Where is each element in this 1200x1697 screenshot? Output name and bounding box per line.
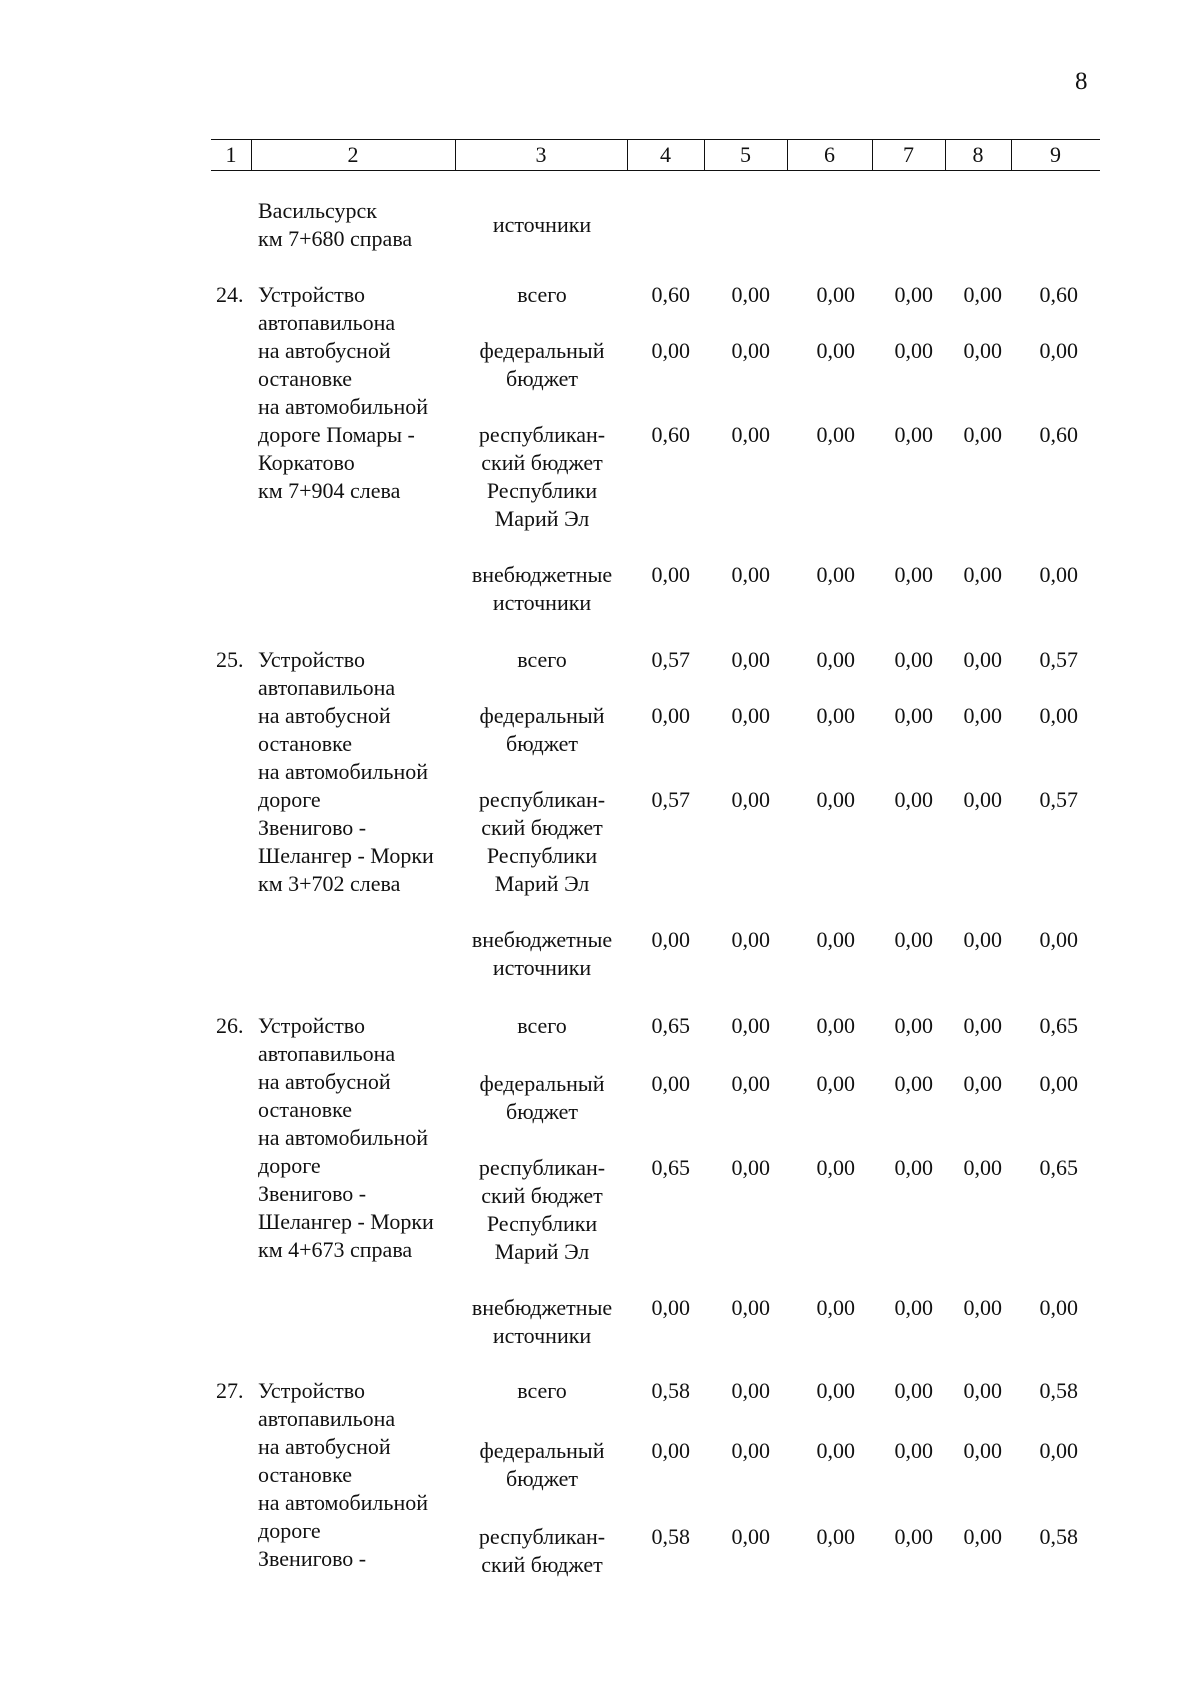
value-cell: 0,00 [816,282,855,307]
value-cell: 0,00 [894,562,933,587]
source-label: федеральный бюджет [479,703,605,756]
value-cell: 0,00 [894,338,933,363]
value-cell: 0,00 [894,1155,933,1180]
value-cell: 0,65 [1039,1013,1078,1038]
value-cell: 0,00 [894,1378,933,1403]
header-divider [945,140,946,170]
source-label: республикан- ский бюджет [478,1524,606,1577]
header-cell-7: 7 [903,142,914,167]
value-cell: 0,00 [651,927,690,952]
value-cell: 0,00 [816,338,855,363]
value-cell: 0,00 [731,787,770,812]
value-cell: 0,00 [963,1378,1002,1403]
value-cell: 0,00 [894,282,933,307]
value-cell: 0,60 [1039,282,1078,307]
value-cell: 0,57 [651,787,690,812]
row-name: Устройство автопавильона на автобусной остановке на автомобильной дороге Помары - Коркатово км 7+904 слева [258,282,428,503]
value-cell: 0,65 [651,1155,690,1180]
value-cell: 0,00 [963,1071,1002,1096]
value-cell: 0,00 [963,1524,1002,1549]
source-label: республикан- ский бюджет Республики Марий Эл [478,787,606,896]
value-cell: 0,00 [1039,1071,1078,1096]
header-divider [787,140,788,170]
value-cell: 0,00 [731,703,770,728]
value-cell: 0,00 [731,1013,770,1038]
value-cell: 0,00 [894,1295,933,1320]
value-cell: 0,00 [816,1071,855,1096]
value-cell: 0,00 [816,927,855,952]
value-cell: 0,58 [1039,1524,1078,1549]
source-label: внебюджетные источники [471,927,613,980]
header-divider [455,140,456,170]
value-cell: 0,00 [894,647,933,672]
value-cell: 0,00 [963,338,1002,363]
value-cell: 0,00 [963,282,1002,307]
value-cell: 0,00 [1039,338,1078,363]
value-cell: 0,00 [731,338,770,363]
value-cell: 0,00 [731,647,770,672]
header-divider [1011,140,1012,170]
value-cell: 0,58 [651,1524,690,1549]
value-cell: 0,00 [816,1378,855,1403]
value-cell: 0,00 [731,927,770,952]
header-cell-6: 6 [824,142,835,167]
value-cell: 0,00 [963,1013,1002,1038]
value-cell: 0,00 [894,787,933,812]
value-cell: 0,00 [816,1524,855,1549]
page-number: 8 [1075,68,1088,95]
value-cell: 0,00 [651,562,690,587]
source-label: внебюджетные источники [471,562,613,615]
source-label: федеральный бюджет [479,1071,605,1124]
value-cell: 0,00 [963,647,1002,672]
header-divider [251,140,252,170]
value-cell: 0,58 [651,1378,690,1403]
value-cell: 0,00 [1039,927,1078,952]
row-number: 26. [216,1013,244,1038]
value-cell: 0,00 [894,1071,933,1096]
value-cell: 0,65 [1039,1155,1078,1180]
header-cell-5: 5 [740,142,751,167]
value-cell: 0,00 [894,1013,933,1038]
row-number: 25. [216,647,244,672]
value-cell: 0,60 [1039,422,1078,447]
value-cell: 0,58 [1039,1378,1078,1403]
value-cell: 0,00 [816,703,855,728]
value-cell: 0,00 [816,1013,855,1038]
value-cell: 0,57 [1039,647,1078,672]
source-label: всего [517,1013,567,1038]
row-name: Устройство автопавильона на автобусной остановке на автомобильной дороге Звенигово - Шелангер - Морки км 4+673 справа [258,1013,434,1262]
value-cell: 0,00 [1039,562,1078,587]
value-cell: 0,00 [731,1524,770,1549]
value-cell: 0,00 [963,787,1002,812]
header-cell-1: 1 [225,142,237,167]
value-cell: 0,00 [963,1295,1002,1320]
header-cell-4: 4 [660,142,671,167]
source-label: всего [517,1378,567,1403]
header-divider [627,140,628,170]
header-cell-8: 8 [972,142,984,167]
source-label: внебюджетные источники [471,1295,613,1348]
value-cell: 0,00 [1039,1438,1078,1463]
header-divider [704,140,705,170]
continuation-name: Васильсурск км 7+680 справа [258,198,413,251]
value-cell: 0,00 [816,562,855,587]
value-cell: 0,00 [1039,1295,1078,1320]
value-cell: 0,00 [816,787,855,812]
source-label: республикан- ский бюджет Республики Марий Эл [478,1155,606,1264]
value-cell: 0,00 [894,1438,933,1463]
value-cell: 0,00 [731,1378,770,1403]
value-cell: 0,00 [894,422,933,447]
header-cell-3: 3 [535,142,547,167]
value-cell: 0,57 [651,647,690,672]
row-name: Устройство автопавильона на автобусной остановке на автомобильной дороге Звенигово - [258,1378,428,1571]
value-cell: 0,00 [816,422,855,447]
header-divider [872,140,873,170]
value-cell: 0,00 [816,1295,855,1320]
value-cell: 0,65 [651,1013,690,1038]
value-cell: 0,60 [651,282,690,307]
value-cell: 0,00 [894,927,933,952]
source-label: федеральный бюджет [479,338,605,391]
value-cell: 0,00 [731,282,770,307]
value-cell: 0,00 [816,1438,855,1463]
value-cell: 0,00 [731,422,770,447]
value-cell: 0,00 [731,1155,770,1180]
row-number: 27. [216,1378,244,1403]
value-cell: 0,00 [963,1155,1002,1180]
row-name: Устройство автопавильона на автобусной остановке на автомобильной дороге Звенигово - Шелангер - Морки км 3+702 слева [258,647,434,896]
value-cell: 0,00 [963,1438,1002,1463]
value-cell: 0,00 [963,422,1002,447]
value-cell: 0,00 [651,338,690,363]
value-cell: 0,00 [731,1438,770,1463]
value-cell: 0,00 [651,703,690,728]
value-cell: 0,00 [963,927,1002,952]
value-cell: 0,00 [651,1295,690,1320]
row-number: 24. [216,282,244,307]
value-cell: 0,00 [1039,703,1078,728]
value-cell: 0,00 [731,562,770,587]
header-cell-9: 9 [1050,142,1061,167]
value-cell: 0,60 [651,422,690,447]
header-cell-2: 2 [347,142,359,167]
value-cell: 0,00 [963,562,1002,587]
value-cell: 0,00 [651,1438,690,1463]
value-cell: 0,00 [731,1071,770,1096]
value-cell: 0,00 [816,647,855,672]
value-cell: 0,00 [731,1295,770,1320]
value-cell: 0,00 [651,1071,690,1096]
value-cell: 0,57 [1039,787,1078,812]
value-cell: 0,00 [963,703,1002,728]
source-label: всего [517,647,567,672]
value-cell: 0,00 [816,1155,855,1180]
source-label: всего [517,282,567,307]
table-header [211,139,1100,171]
continuation-source: источники [492,212,592,237]
source-label: республикан- ский бюджет Республики Марий Эл [478,422,606,531]
source-label: федеральный бюджет [479,1438,605,1491]
value-cell: 0,00 [894,703,933,728]
value-cell: 0,00 [894,1524,933,1549]
